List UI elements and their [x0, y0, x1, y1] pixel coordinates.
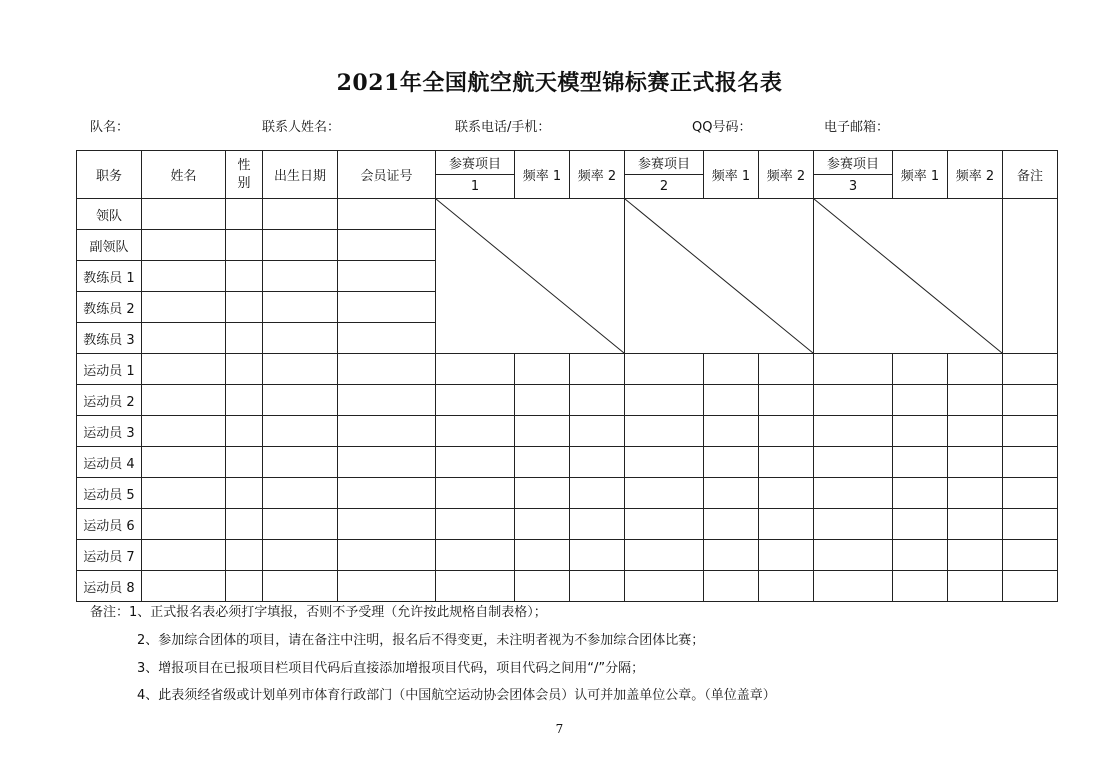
freq-cell[interactable]: [948, 478, 1003, 509]
name-cell[interactable]: [142, 230, 226, 261]
freq-cell[interactable]: [893, 354, 948, 385]
event-cell[interactable]: [625, 478, 704, 509]
freq-cell[interactable]: [515, 478, 570, 509]
remarks-cell[interactable]: [1003, 540, 1058, 571]
header-remarks: 备注: [1003, 151, 1058, 199]
header-name: 姓名: [142, 151, 226, 199]
freq-cell[interactable]: [704, 571, 759, 602]
gender-cell[interactable]: [226, 354, 263, 385]
member-id-cell[interactable]: [338, 199, 436, 230]
header-birth: 出生日期: [263, 151, 338, 199]
header-freq1-event-1: 频率 1: [515, 151, 570, 199]
header-event-3: 参赛项目: [814, 151, 893, 175]
gender-cell[interactable]: [226, 478, 263, 509]
header-freq1-event-3: 频率 1: [893, 151, 948, 199]
gender-cell[interactable]: [226, 261, 263, 292]
birth-cell[interactable]: [263, 323, 338, 354]
header-gender-bottom: 别: [237, 175, 251, 191]
table-row: [77, 354, 1058, 385]
email-label: 电子邮箱：: [824, 120, 890, 135]
gender-cell[interactable]: [226, 323, 263, 354]
member-id-cell[interactable]: [338, 354, 436, 385]
event-cell[interactable]: [814, 509, 893, 540]
freq-cell[interactable]: [893, 447, 948, 478]
name-cell[interactable]: [142, 323, 226, 354]
freq-cell[interactable]: [948, 416, 1003, 447]
role-cell: 运动员 5: [77, 478, 142, 509]
header-event-num-3: 3: [814, 175, 893, 199]
freq-cell[interactable]: [893, 540, 948, 571]
event-cell[interactable]: [814, 416, 893, 447]
name-cell[interactable]: [142, 199, 226, 230]
freq-cell[interactable]: [570, 571, 625, 602]
event-cell[interactable]: [814, 478, 893, 509]
event-cell[interactable]: [814, 540, 893, 571]
remarks-cell[interactable]: [1003, 385, 1058, 416]
role-cell: 教练员 1: [77, 261, 142, 292]
header-event-num-1: 1: [436, 175, 515, 199]
header-event-1: 参赛项目: [436, 151, 515, 175]
gender-cell[interactable]: [226, 571, 263, 602]
contact-name-label: 联系人姓名：: [262, 120, 341, 135]
note-1: 备注：1、正式报名表必须打字填报，否则不予受理（允许按此规格自制表格）；: [90, 605, 547, 620]
gender-cell[interactable]: [226, 509, 263, 540]
table-row: [77, 199, 1058, 230]
gender-cell[interactable]: [226, 230, 263, 261]
freq-cell[interactable]: [759, 509, 814, 540]
freq-cell[interactable]: [759, 354, 814, 385]
freq-cell[interactable]: [948, 540, 1003, 571]
freq-cell[interactable]: [759, 540, 814, 571]
freq-cell[interactable]: [570, 478, 625, 509]
freq-cell[interactable]: [515, 509, 570, 540]
freq-cell[interactable]: [948, 447, 1003, 478]
event-cell[interactable]: [436, 447, 515, 478]
role-cell: 教练员 2: [77, 292, 142, 323]
freq-cell[interactable]: [759, 571, 814, 602]
role-cell: 教练员 3: [77, 323, 142, 354]
birth-cell[interactable]: [263, 540, 338, 571]
role-cell: 运动员 8: [77, 571, 142, 602]
header-member-id: 会员证号: [338, 151, 436, 199]
freq-cell[interactable]: [704, 416, 759, 447]
name-cell[interactable]: [142, 478, 226, 509]
freq-cell[interactable]: [893, 571, 948, 602]
birth-cell[interactable]: [263, 230, 338, 261]
event-cell[interactable]: [814, 354, 893, 385]
birth-cell[interactable]: [263, 385, 338, 416]
member-id-cell[interactable]: [338, 571, 436, 602]
freq-cell[interactable]: [515, 540, 570, 571]
header-event-num-2: 2: [625, 175, 704, 199]
freq-cell[interactable]: [893, 509, 948, 540]
table-row: [77, 385, 1058, 416]
birth-cell[interactable]: [263, 261, 338, 292]
header-freq2-event-2: 频率 2: [759, 151, 814, 199]
freq-cell[interactable]: [515, 354, 570, 385]
name-cell[interactable]: [142, 447, 226, 478]
member-id-cell[interactable]: [338, 230, 436, 261]
note-4: 4、此表须经省级或计划单列市体育行政部门（中国航空运动协会团体会员）认可并加盖单位公章。（单位盖章）: [137, 688, 776, 703]
qq-label: QQ号码：: [692, 120, 752, 135]
member-id-cell[interactable]: [338, 323, 436, 354]
name-cell[interactable]: [142, 509, 226, 540]
note-3: 3、增报项目在已报项目栏项目代码后直接添加增报项目代码，项目代码之间用“/”分隔；: [137, 661, 645, 676]
event-cell[interactable]: [436, 416, 515, 447]
member-id-cell[interactable]: [338, 509, 436, 540]
gender-cell[interactable]: [226, 385, 263, 416]
freq-cell[interactable]: [759, 478, 814, 509]
member-id-cell[interactable]: [338, 385, 436, 416]
crossed-cell-event-1: [436, 199, 625, 354]
event-cell[interactable]: [436, 478, 515, 509]
role-cell: 运动员 2: [77, 385, 142, 416]
role-cell: 运动员 3: [77, 416, 142, 447]
event-cell[interactable]: [436, 509, 515, 540]
table-row: [77, 571, 1058, 602]
freq-cell[interactable]: [948, 354, 1003, 385]
remarks-cell[interactable]: [1003, 571, 1058, 602]
gender-cell[interactable]: [226, 540, 263, 571]
birth-cell[interactable]: [263, 416, 338, 447]
birth-cell[interactable]: [263, 354, 338, 385]
name-cell[interactable]: [142, 540, 226, 571]
freq-cell[interactable]: [515, 385, 570, 416]
event-cell[interactable]: [436, 354, 515, 385]
remarks-cell[interactable]: [1003, 354, 1058, 385]
member-id-cell[interactable]: [338, 447, 436, 478]
remarks-cell[interactable]: [1003, 416, 1058, 447]
remarks-cell[interactable]: [1003, 509, 1058, 540]
crossed-cell-event-2: [625, 199, 814, 354]
remarks-cell[interactable]: [1003, 478, 1058, 509]
header-gender: [226, 151, 263, 199]
header-freq2-event-1: 频率 2: [570, 151, 625, 199]
contact-phone-label: 联系电话/手机：: [455, 120, 551, 135]
member-id-cell[interactable]: [338, 416, 436, 447]
event-cell[interactable]: [814, 385, 893, 416]
role-cell: 领队: [77, 199, 142, 230]
freq-cell[interactable]: [704, 354, 759, 385]
member-id-cell[interactable]: [338, 292, 436, 323]
name-cell[interactable]: [142, 354, 226, 385]
event-cell[interactable]: [814, 571, 893, 602]
page-title: 2021年全国航空航天模型锦标赛正式报名表: [336, 70, 783, 96]
freq-cell[interactable]: [704, 509, 759, 540]
name-cell[interactable]: [142, 292, 226, 323]
freq-cell[interactable]: [570, 509, 625, 540]
birth-cell[interactable]: [263, 447, 338, 478]
remarks-staff-cell[interactable]: [1003, 199, 1058, 354]
freq-cell[interactable]: [515, 447, 570, 478]
note-2: 2、参加综合团体的项目，请在备注中注明，报名后不得变更，未注明者视为不参加综合团体比赛；: [137, 633, 705, 648]
event-cell[interactable]: [625, 509, 704, 540]
birth-cell[interactable]: [263, 478, 338, 509]
event-cell[interactable]: [625, 571, 704, 602]
role-cell: 运动员 6: [77, 509, 142, 540]
team-name-label: 队名：: [90, 120, 130, 135]
freq-cell[interactable]: [704, 447, 759, 478]
event-cell[interactable]: [625, 447, 704, 478]
event-cell[interactable]: [436, 540, 515, 571]
event-cell[interactable]: [436, 385, 515, 416]
table-row: [77, 509, 1058, 540]
birth-cell[interactable]: [263, 199, 338, 230]
gender-cell[interactable]: [226, 292, 263, 323]
freq-cell[interactable]: [704, 540, 759, 571]
member-id-cell[interactable]: [338, 261, 436, 292]
freq-cell[interactable]: [570, 385, 625, 416]
table-row: [77, 540, 1058, 571]
freq-cell[interactable]: [759, 416, 814, 447]
table-row: [77, 478, 1058, 509]
freq-cell[interactable]: [893, 478, 948, 509]
freq-cell[interactable]: [759, 447, 814, 478]
freq-cell[interactable]: [515, 416, 570, 447]
event-cell[interactable]: [436, 571, 515, 602]
registration-table: [76, 150, 1058, 602]
event-cell[interactable]: [625, 385, 704, 416]
remarks-cell[interactable]: [1003, 447, 1058, 478]
table-row: [77, 447, 1058, 478]
table-row: [77, 416, 1058, 447]
gender-cell[interactable]: [226, 416, 263, 447]
freq-cell[interactable]: [570, 416, 625, 447]
freq-cell[interactable]: [704, 478, 759, 509]
name-cell[interactable]: [142, 385, 226, 416]
name-cell[interactable]: [142, 571, 226, 602]
freq-cell[interactable]: [570, 447, 625, 478]
header-event-2: 参赛项目: [625, 151, 704, 175]
header-freq2-event-3: 频率 2: [948, 151, 1003, 199]
header-freq1-event-2: 频率 1: [704, 151, 759, 199]
header-gender-top: 性: [237, 157, 251, 173]
birth-cell[interactable]: [263, 509, 338, 540]
freq-cell[interactable]: [893, 385, 948, 416]
freq-cell[interactable]: [893, 416, 948, 447]
event-cell[interactable]: [625, 416, 704, 447]
header-row-1: [77, 151, 1058, 175]
header-position: 职务: [77, 151, 142, 199]
name-cell[interactable]: [142, 416, 226, 447]
role-cell: 运动员 4: [77, 447, 142, 478]
name-cell[interactable]: [142, 261, 226, 292]
gender-cell[interactable]: [226, 199, 263, 230]
freq-cell[interactable]: [948, 571, 1003, 602]
birth-cell[interactable]: [263, 571, 338, 602]
freq-cell[interactable]: [704, 385, 759, 416]
freq-cell[interactable]: [948, 509, 1003, 540]
member-id-cell[interactable]: [338, 540, 436, 571]
freq-cell[interactable]: [948, 385, 1003, 416]
role-cell: 副领队: [77, 230, 142, 261]
event-cell[interactable]: [814, 447, 893, 478]
event-cell[interactable]: [625, 354, 704, 385]
crossed-cell-event-3: [814, 199, 1003, 354]
role-cell: 运动员 1: [77, 354, 142, 385]
event-cell[interactable]: [625, 540, 704, 571]
freq-cell[interactable]: [570, 354, 625, 385]
birth-cell[interactable]: [263, 292, 338, 323]
freq-cell[interactable]: [570, 540, 625, 571]
page-number: 7: [555, 722, 564, 736]
freq-cell[interactable]: [515, 571, 570, 602]
freq-cell[interactable]: [759, 385, 814, 416]
member-id-cell[interactable]: [338, 478, 436, 509]
gender-cell[interactable]: [226, 447, 263, 478]
role-cell: 运动员 7: [77, 540, 142, 571]
